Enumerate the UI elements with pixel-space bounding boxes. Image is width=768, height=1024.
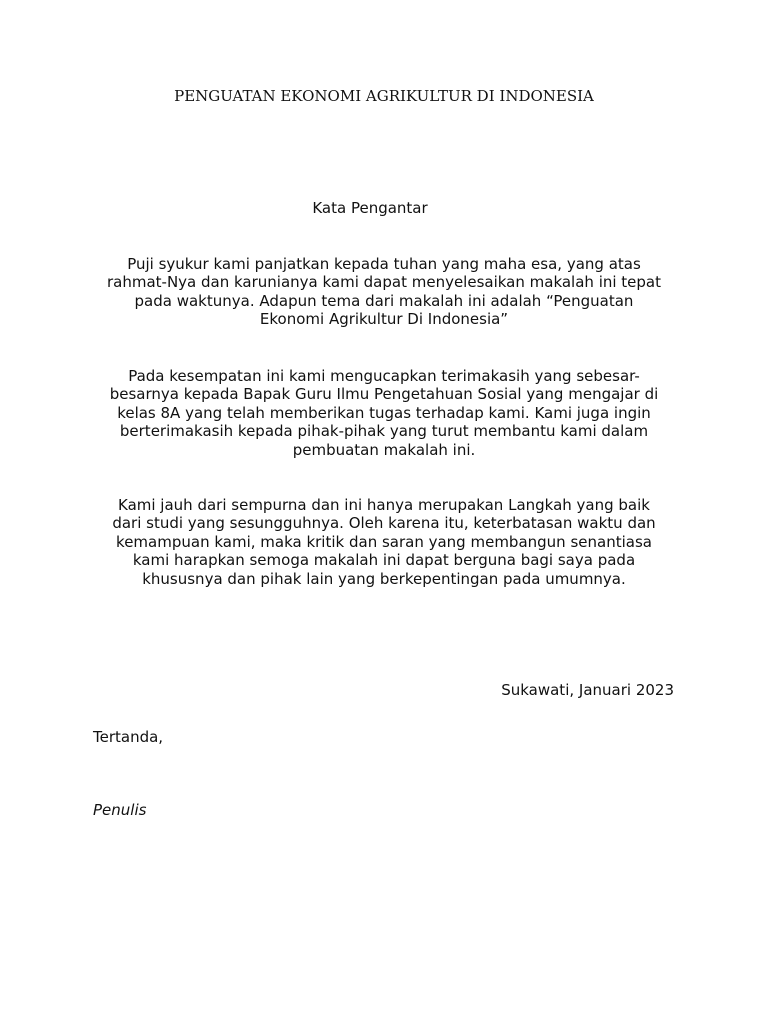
place-date: Sukawati, Januari 2023 — [501, 681, 674, 699]
paragraph-line: Ekonomi Agrikultur Di Indonesia” — [259, 310, 509, 329]
author-signature: Penulis — [93, 801, 147, 819]
paragraph-line: besarnya kepada Bapak Guru Ilmu Pengetahuan Sosial yang mengajar di — [109, 385, 659, 404]
paragraph-line: kelas 8A yang telah memberikan tugas terhadap kami. Kami juga ingin — [117, 403, 651, 422]
paragraph-2 — [92, 367, 676, 459]
paragraph-1 — [92, 255, 676, 329]
paragraph-line: khususnya dan pihak lain yang berkepentingan pada umumnya. — [142, 569, 626, 588]
paragraph-line: pembuatan makalah ini. — [292, 440, 476, 459]
paragraph-line: dari studi yang sesungguhnya. Oleh karena itu, keterbatasan waktu dan — [112, 514, 656, 533]
paragraph-3 — [92, 496, 676, 588]
paragraph-line: kemampuan kami, maka kritik dan saran yang membangun senantiasa — [116, 532, 652, 551]
section-heading: Kata Pengantar — [312, 199, 428, 217]
paragraph-line: pada waktunya. Adapun tema dari makalah ini adalah “Penguatan — [134, 291, 634, 310]
paragraph-line: kami harapkan semoga makalah ini dapat berguna bagi saya pada — [132, 551, 636, 570]
paragraph-line: rahmat-Nya dan karunianya kami dapat menyelesaikan makalah ini tepat — [106, 273, 662, 292]
signoff: Tertanda, — [93, 728, 164, 746]
paragraph-line: Pada kesempatan ini kami mengucapkan terimakasih yang sebesar- — [128, 367, 640, 385]
document-title: PENGUATAN EKONOMI AGRIKULTUR DI INDONESIA — [174, 87, 594, 105]
paragraph-line: berterimakasih kepada pihak-pihak yang turut membantu kami dalam — [119, 422, 649, 441]
paragraph-line: Puji syukur kami panjatkan kepada tuhan yang maha esa, yang atas — [127, 255, 641, 273]
paragraph-line: Kami jauh dari sempurna dan ini hanya merupakan Langkah yang baik — [118, 496, 650, 514]
